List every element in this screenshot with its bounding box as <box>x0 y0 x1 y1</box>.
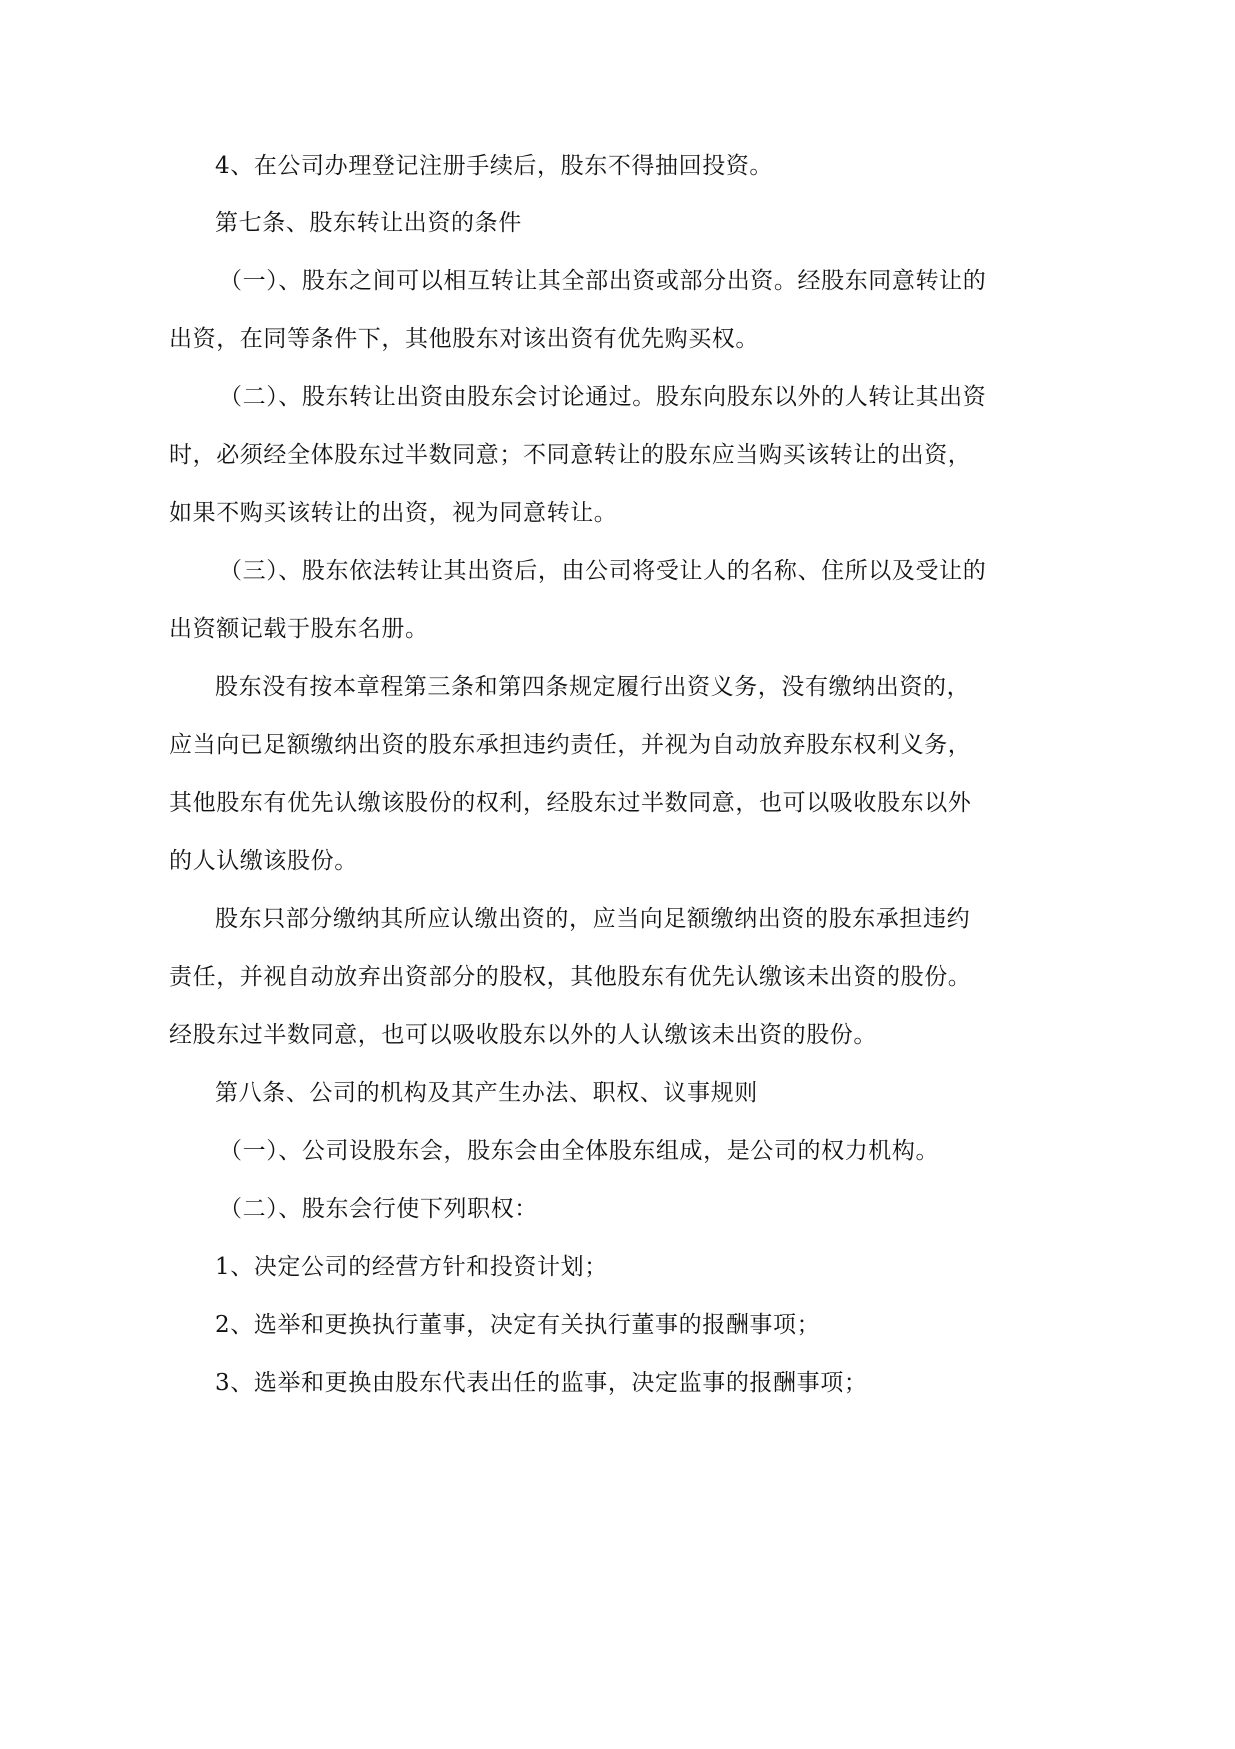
text-line: 其他股东有优先认缴该股份的权利，经股东过半数同意，也可以吸收股东以外 <box>169 790 972 816</box>
section-heading: 第七条、股东转让出资的条件 <box>215 210 522 236</box>
section-heading: 第八条、公司的机构及其产生办法、职权、议事规则 <box>215 1080 758 1106</box>
text-line: 股东只部分缴纳其所应认缴出资的，应当向足额缴纳出资的股东承担违约 <box>215 906 971 932</box>
text-line: 的人认缴该股份。 <box>169 848 358 874</box>
text-line: 4、在公司办理登记注册手续后，股东不得抽回投资。 <box>215 153 774 179</box>
text-line: 时，必须经全体股东过半数同意；不同意转让的股东应当购买该转让的出资， <box>169 442 972 468</box>
text-line: 责任，并视自动放弃出资部分的股权，其他股东有优先认缴该未出资的股份。 <box>169 964 972 990</box>
list-item: 1、决定公司的经营方针和投资计划； <box>215 1254 608 1280</box>
text-line: 出资，在同等条件下，其他股东对该出资有优先购买权。 <box>169 326 759 352</box>
text-line: 应当向已足额缴纳出资的股东承担违约责任，并视为自动放弃股东权利义务， <box>169 732 972 758</box>
text-line: （二）、股东转让出资由股东会讨论通过。股东向股东以外的人转让其出资 <box>219 384 987 410</box>
text-line: 出资额记载于股东名册。 <box>169 616 429 642</box>
text-line: （一）、公司设股东会，股东会由全体股东组成，是公司的权力机构。 <box>219 1138 940 1164</box>
text-line: （一）、股东之间可以相互转让其全部出资或部分出资。经股东同意转让的 <box>219 268 987 294</box>
text-line: （二）、股东会行使下列职权： <box>219 1196 538 1222</box>
text-line: 如果不购买该转让的出资，视为同意转让。 <box>169 500 618 526</box>
text-line: （三）、股东依法转让其出资后，由公司将受让人的名称、住所以及受让的 <box>219 558 987 584</box>
text-line: 股东没有按本章程第三条和第四条规定履行出资义务，没有缴纳出资的， <box>215 674 971 700</box>
list-item: 3、选举和更换由股东代表出任的监事，决定监事的报酬事项； <box>215 1370 868 1396</box>
text-line: 经股东过半数同意，也可以吸收股东以外的人认缴该未出资的股份。 <box>169 1022 877 1048</box>
list-item: 2、选举和更换执行董事，决定有关执行董事的报酬事项； <box>215 1312 821 1338</box>
